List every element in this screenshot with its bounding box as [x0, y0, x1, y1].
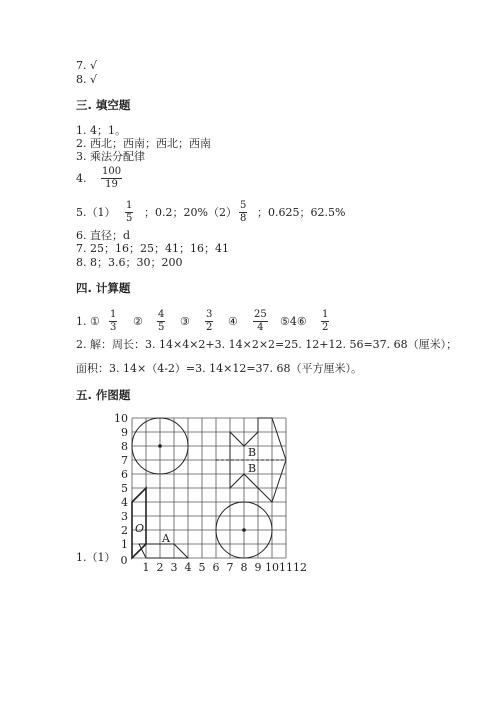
calc-q1-mark-3: ③ — [180, 315, 190, 328]
fraction-numerator: 5 — [240, 200, 247, 211]
y-tick-label: 5 — [121, 482, 128, 495]
fraction-denominator: 2 — [206, 322, 213, 333]
x-tick-label: 12 — [293, 561, 307, 574]
fraction-numerator: 1 — [126, 200, 133, 211]
x-tick-label: 11 — [279, 561, 293, 574]
fill-q8: 8. 8；3.6；30；200 — [76, 256, 183, 269]
calc-q1-mark-4: ④ — [228, 315, 238, 328]
fraction-denominator: 3 — [110, 322, 117, 333]
fill-q2: 2. 西北；西南；西北；西南 — [76, 137, 211, 150]
calc-q1-label: 1. ① — [76, 315, 100, 328]
fill-q4-label: 4. — [76, 172, 87, 185]
fill-q3: 3. 乘法分配律 — [76, 150, 145, 163]
circle-top-left-center-dot — [158, 444, 162, 448]
x-tick-label: 1 — [142, 561, 150, 574]
x-tick-label: 2 — [156, 561, 164, 574]
fraction-numerator: 4 — [158, 309, 165, 320]
judge-item-8: 8. √ — [76, 73, 98, 86]
x-tick-label: 6 — [212, 561, 220, 574]
fraction-denominator: 5 — [126, 213, 133, 224]
fill-q6: 6. 直径；d — [76, 229, 131, 242]
y-tick-label: 9 — [121, 426, 128, 439]
fill-q5-end: ；0.625；62.5% — [257, 206, 346, 219]
section-4-title: 四. 计算题 — [76, 281, 131, 295]
fill-q7: 7. 25；16；25；41；16；41 — [76, 242, 229, 255]
fraction-numerator: 3 — [206, 309, 213, 320]
section-3-title: 三. 填空题 — [76, 98, 131, 112]
fraction-numerator: 1 — [110, 309, 117, 320]
x-axis-labels — [143, 561, 308, 574]
fraction-denominator: 2 — [322, 322, 329, 333]
fraction-denominator: 19 — [105, 179, 118, 190]
x-tick-label: 5 — [198, 561, 206, 574]
y-tick-label: 7 — [121, 454, 128, 467]
x-tick-label: 9 — [254, 561, 262, 574]
fraction-numerator: 1 — [322, 309, 329, 320]
judge-item-7: 7. √ — [76, 59, 98, 72]
y-axis-labels — [114, 412, 128, 551]
calc-q2-area: 面积：3. 14×（4-2）=3. 14×12=37. 68（平方厘米）。 — [76, 362, 363, 375]
y-tick-label: 2 — [121, 524, 128, 537]
fraction-denominator: 8 — [240, 213, 247, 224]
draw-q1-label: 1.（1） — [76, 551, 116, 564]
fraction-numerator: 25 — [254, 309, 267, 320]
fraction-denominator: 4 — [257, 322, 264, 333]
y-tick-label: 1 — [121, 538, 128, 551]
fill-q5-label: 5.（1） — [76, 206, 116, 219]
fill-q1: 1. 4；1。 — [76, 124, 126, 137]
circle-bottom-right-center-dot — [242, 528, 246, 532]
fill-q5-middle: ；0.2；20%（2） — [144, 206, 237, 219]
origin-label: 0 — [120, 554, 128, 567]
calc-q1-mark-5-6: ⑤4⑥ — [280, 315, 307, 328]
x-tick-label: 4 — [184, 561, 192, 574]
calc-q2: 2. 解：周长：3. 14×4×2+3. 14×2×2=25. 12+12. 56=37. 68（厘米）； — [76, 338, 458, 351]
fraction-numerator: 100 — [102, 166, 122, 177]
x-tick-label: 3 — [170, 561, 178, 574]
y-tick-label: 3 — [121, 510, 128, 523]
label-a: A — [162, 532, 170, 545]
graph-grid — [132, 418, 286, 558]
calc-q1-mark-2: ② — [133, 315, 143, 328]
fraction-denominator: 5 — [158, 322, 165, 333]
label-o: O — [135, 522, 145, 535]
y-tick-label: 8 — [121, 440, 128, 453]
x-tick-label: 8 — [240, 561, 248, 574]
x-tick-label: 10 — [265, 561, 279, 574]
label-b-top: B — [248, 446, 257, 459]
label-b-bottom: B — [248, 462, 257, 475]
section-5-title: 五. 作图题 — [76, 388, 131, 402]
y-tick-label: 6 — [121, 468, 128, 481]
y-tick-label: 4 — [121, 496, 128, 509]
x-tick-label: 7 — [226, 561, 234, 574]
y-tick-label: 10 — [114, 412, 128, 425]
